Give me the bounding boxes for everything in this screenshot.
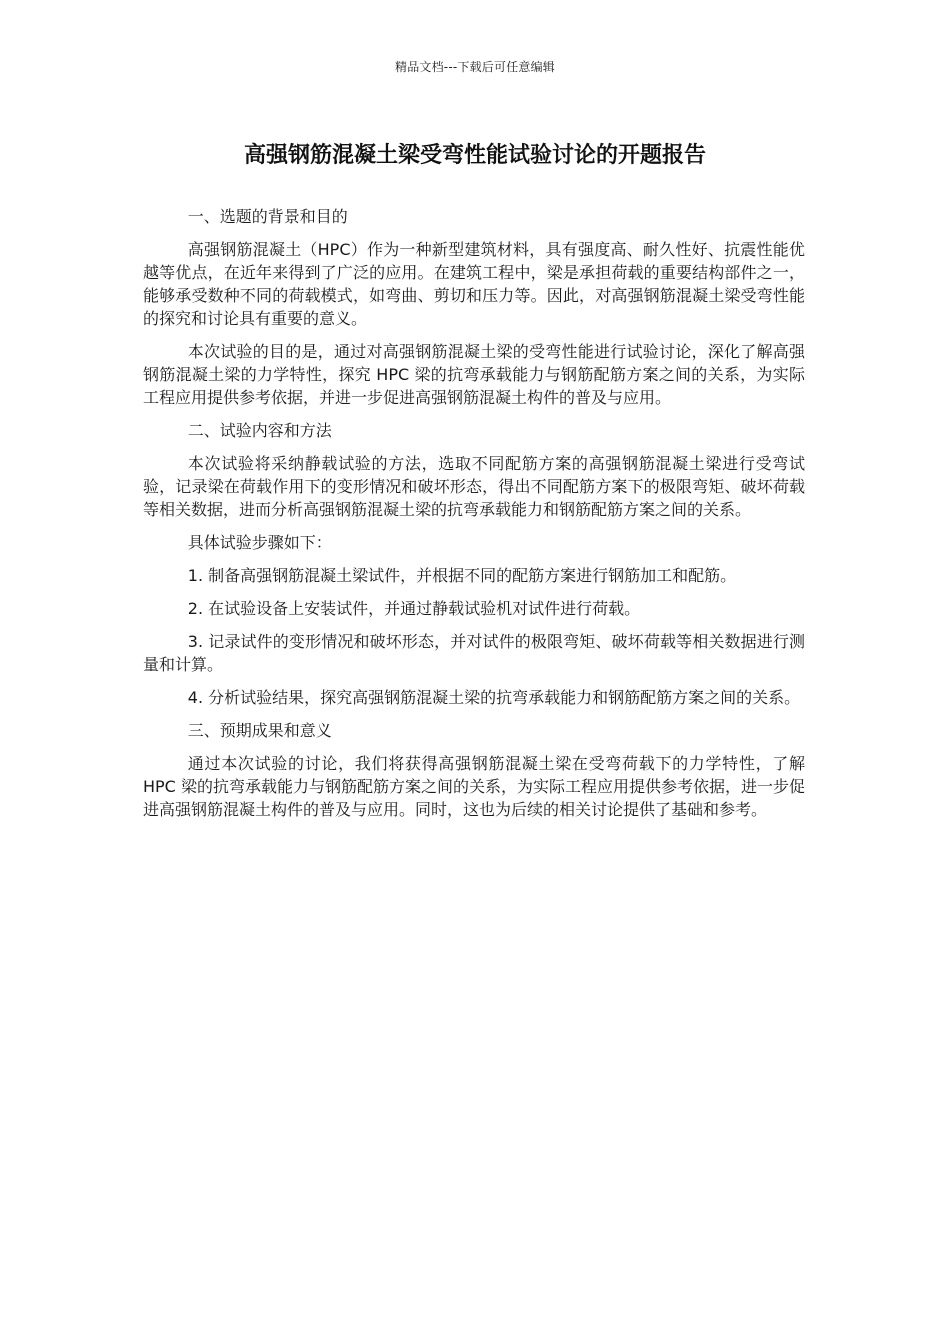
section-heading-background: 一、选题的背景和目的 bbox=[187, 207, 348, 226]
document-title: 高强钢筋混凝土梁受弯性能试验讨论的开题报告 bbox=[243, 143, 706, 168]
list-item-step-1: 1. 制备高强钢筋混凝土梁试件，并根据不同的配筋方案进行钢筋加工和配筋。 bbox=[187, 566, 737, 585]
page-header-note: 精品文档---下载后可任意编辑 bbox=[395, 60, 555, 74]
list-item-step-2: 2. 在试验设备上安装试件，并通过静载试验机对试件进行荷载。 bbox=[187, 599, 641, 618]
document-body bbox=[143, 205, 805, 831]
paragraph-hpc-intro: 高强钢筋混凝土（HPC）作为一种新型建筑材料，具有强度高、耐久性好、抗震性能优越等优点，在近年来得到了广泛的应用。在建筑工程中，梁是承担荷载的重要结构部件之一，能够承受数种不同的荷载模式，如弯曲、剪切和压力等。因此，对高强钢筋混凝土梁受弯性能的探究和讨论具有重要的意义。 bbox=[143, 240, 805, 328]
paragraph-method: 本次试验将采纳静载试验的方法，选取不同配筋方案的高强钢筋混凝土梁进行受弯试验，记录梁在荷载作用下的变形情况和破坏形态，得出不同配筋方案下的极限弯矩、破坏荷载等相关数据，进而分析高强钢筋混凝土梁的抗弯承载能力和钢筋配筋方案之间的关系。 bbox=[143, 454, 805, 519]
list-item-step-4: 4. 分析试验结果，探究高强钢筋混凝土梁的抗弯承载能力和钢筋配筋方案之间的关系。 bbox=[187, 688, 801, 707]
list-item-step-3: 3. 记录试件的变形情况和破坏形态，并对试件的极限弯矩、破坏荷载等相关数据进行测量和计算。 bbox=[143, 632, 805, 674]
section-heading-methods: 二、试验内容和方法 bbox=[187, 421, 332, 440]
section-heading-outcomes: 三、预期成果和意义 bbox=[187, 721, 332, 740]
paragraph-purpose: 本次试验的目的是，通过对高强钢筋混凝土梁的受弯性能进行试验讨论，深化了解高强钢筋混凝土梁的力学特性，探究 HPC 梁的抗弯承载能力与钢筋配筋方案之间的关系，为实际工程应用提供参考依据，并进一步促进高强钢筋混凝土构件的普及与应用。 bbox=[143, 342, 805, 407]
paragraph-outcomes: 通过本次试验的讨论，我们将获得高强钢筋混凝土梁在受弯荷载下的力学特性，了解 HPC 梁的抗弯承载能力与钢筋配筋方案之间的关系，为实际工程应用提供参考依据，进一步促进高强钢筋混凝土构件的普及与应用。同时，这也为后续的相关讨论提供了基础和参考。 bbox=[143, 754, 805, 819]
paragraph-steps-intro: 具体试验步骤如下： bbox=[187, 533, 332, 552]
